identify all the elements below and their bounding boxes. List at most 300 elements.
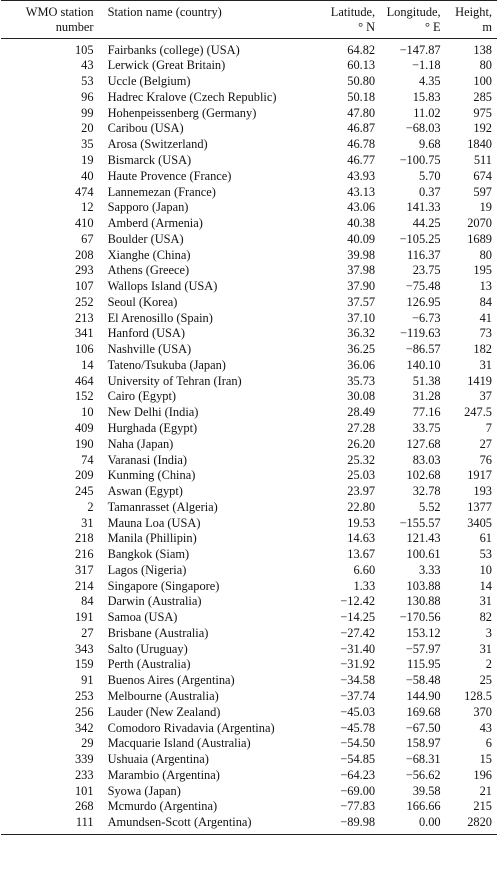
latitude-cell: 23.97 — [347, 484, 376, 499]
wmo-number-cell: 343 — [74, 641, 94, 656]
longitude-cell: 31.28 — [412, 389, 441, 404]
latitude-cell: 28.49 — [347, 405, 376, 420]
latitude-cell: −37.74 — [340, 689, 376, 704]
station-name-cell: Tamanrasset (Algeria) — [107, 499, 218, 514]
station-name-cell: Salto (Uruguay) — [107, 641, 188, 656]
longitude-cell: 0.00 — [418, 815, 441, 830]
latitude-cell: 36.06 — [347, 357, 376, 372]
height-cell: 975 — [473, 105, 492, 120]
table-row — [1, 168, 497, 184]
longitude-cell: −155.57 — [399, 515, 441, 530]
longitude-cell: −68.03 — [405, 121, 441, 136]
height-cell: 15 — [479, 752, 492, 767]
wmo-number-cell: 209 — [74, 468, 94, 483]
header-height: Height, m — [455, 5, 492, 34]
station-name-cell: Boulder (USA) — [107, 231, 184, 246]
latitude-cell: −77.83 — [340, 799, 376, 814]
latitude-cell: 46.77 — [347, 152, 376, 167]
station-name-cell: Tateno/Tsukuba (Japan) — [107, 357, 226, 372]
station-name-cell: Kunming (China) — [107, 468, 196, 483]
height-cell: 193 — [473, 484, 492, 499]
table-row — [1, 783, 497, 799]
station-name-cell: Perth (Australia) — [107, 657, 191, 672]
height-cell: 61 — [479, 531, 492, 546]
height-cell: 100 — [473, 74, 492, 89]
wmo-number-cell: 342 — [74, 720, 94, 735]
table-row — [1, 263, 497, 279]
longitude-cell: −6.73 — [411, 310, 441, 325]
station-name-cell: Amberd (Armenia) — [107, 216, 203, 231]
height-cell: 53 — [479, 547, 492, 562]
latitude-cell: 14.63 — [347, 531, 376, 546]
station-name-cell: Melbourne (Australia) — [107, 689, 219, 704]
wmo-number-cell: 91 — [81, 673, 94, 688]
wmo-number-cell: 111 — [75, 815, 94, 830]
wmo-number-cell: 14 — [81, 357, 94, 372]
longitude-cell: −58.48 — [405, 673, 441, 688]
table-row — [1, 231, 497, 247]
longitude-cell: −170.56 — [399, 610, 441, 625]
table-row — [1, 58, 497, 74]
wmo-number-cell: 293 — [74, 263, 94, 278]
station-name-cell: Mauna Loa (USA) — [107, 515, 201, 530]
station-name-cell: Lauder (New Zealand) — [107, 704, 221, 719]
wmo-number-cell: 2 — [87, 499, 94, 514]
latitude-cell: 46.78 — [347, 137, 376, 152]
header-longitude: Longitude, ° E — [386, 5, 441, 34]
wmo-number-cell: 67 — [81, 231, 94, 246]
header-latitude: Latitude, ° N — [330, 5, 376, 34]
table-row — [1, 515, 497, 531]
latitude-cell: 37.10 — [347, 310, 376, 325]
station-name-cell: Amundsen-Scott (Argentina) — [107, 815, 252, 830]
height-cell: 21 — [479, 783, 492, 798]
height-cell: 27 — [479, 436, 492, 451]
latitude-cell: 43.13 — [347, 184, 376, 199]
height-cell: 19 — [479, 200, 492, 215]
table-row — [1, 704, 497, 720]
table-row — [1, 247, 497, 263]
wmo-number-cell: 339 — [74, 752, 94, 767]
station-name-cell: Macquarie Island (Australia) — [107, 736, 251, 751]
wmo-number-cell: 256 — [74, 704, 94, 719]
wmo-number-cell: 252 — [74, 294, 94, 309]
table-row — [1, 483, 497, 499]
wmo-number-cell: 410 — [74, 216, 94, 231]
table-row — [1, 137, 497, 153]
longitude-cell: 3.33 — [418, 562, 441, 577]
table-row — [1, 531, 497, 547]
wmo-number-cell: 19 — [81, 152, 94, 167]
latitude-cell: 64.82 — [347, 42, 376, 57]
station-name-cell: Haute Provence (France) — [107, 168, 232, 183]
height-cell: 597 — [473, 184, 492, 199]
table-row — [1, 468, 497, 484]
latitude-cell: 35.73 — [347, 373, 376, 388]
station-name-cell: Caribou (USA) — [107, 121, 184, 136]
station-name-cell: Lerwick (Great Britain) — [107, 58, 226, 73]
latitude-cell: 25.03 — [347, 468, 376, 483]
latitude-cell: 43.06 — [347, 200, 376, 215]
wmo-number-cell: 10 — [81, 405, 94, 420]
table-row — [1, 767, 497, 783]
height-cell: 80 — [479, 247, 492, 262]
height-cell: 511 — [473, 152, 492, 167]
height-cell: 192 — [473, 121, 492, 136]
station-name-cell: Sapporo (Japan) — [107, 200, 189, 215]
station-name-cell: Syowa (Japan) — [107, 783, 181, 798]
longitude-cell: 5.52 — [418, 499, 441, 514]
longitude-cell: 115.95 — [407, 657, 441, 672]
station-name-cell: Buenos Aires (Argentina) — [107, 673, 235, 688]
station-name-cell: Uccle (Belgium) — [107, 74, 191, 89]
longitude-cell: 4.35 — [418, 74, 441, 89]
table-row — [1, 499, 497, 515]
height-cell: 196 — [473, 767, 492, 782]
latitude-cell: −54.50 — [340, 736, 376, 751]
height-cell: 2820 — [467, 815, 492, 830]
wmo-number-cell: 268 — [74, 799, 94, 814]
latitude-cell: 47.80 — [347, 105, 376, 120]
longitude-cell: 9.68 — [418, 137, 441, 152]
table-row — [1, 688, 497, 704]
latitude-cell: −89.98 — [340, 815, 376, 830]
latitude-cell: −12.42 — [340, 594, 376, 609]
table-row — [1, 578, 497, 594]
height-cell: 31 — [479, 641, 492, 656]
table-row — [1, 310, 497, 326]
wmo-number-cell: 218 — [74, 531, 94, 546]
height-cell: 76 — [479, 452, 492, 467]
longitude-cell: 158.97 — [406, 736, 441, 751]
longitude-cell: −147.87 — [399, 42, 441, 57]
station-name-cell: El Arenosillo (Spain) — [107, 310, 213, 325]
table-row — [1, 342, 497, 358]
latitude-cell: 39.98 — [347, 247, 376, 262]
height-cell: 3 — [485, 625, 492, 640]
table-row — [1, 105, 497, 121]
longitude-cell: 140.10 — [406, 357, 441, 372]
latitude-cell: 36.25 — [347, 342, 376, 357]
table-row — [1, 799, 497, 815]
table-row — [1, 736, 497, 752]
latitude-cell: 37.57 — [347, 294, 376, 309]
wmo-number-cell: 245 — [74, 484, 94, 499]
table-row — [1, 326, 497, 342]
latitude-cell: 13.67 — [347, 547, 376, 562]
height-cell: 1419 — [467, 373, 492, 388]
longitude-cell: 51.38 — [412, 373, 441, 388]
wmo-number-cell: 40 — [81, 168, 94, 183]
table-row — [1, 420, 497, 436]
height-cell: 2 — [485, 657, 492, 672]
longitude-cell: 141.33 — [406, 200, 441, 215]
longitude-cell: −67.50 — [405, 720, 441, 735]
station-name-cell: Hohenpeissenberg (Germany) — [107, 105, 257, 120]
table-row — [1, 641, 497, 657]
height-cell: 128.5 — [464, 689, 492, 704]
height-cell: 1917 — [467, 468, 492, 483]
table-header — [1, 1, 497, 39]
longitude-cell: −75.48 — [405, 279, 441, 294]
height-cell: 43 — [479, 720, 492, 735]
station-name-cell: Seoul (Korea) — [107, 294, 178, 309]
station-name-cell: University of Tehran (Iran) — [107, 373, 242, 388]
station-table — [1, 0, 497, 835]
table-row — [1, 436, 497, 452]
latitude-cell: 46.87 — [347, 121, 376, 136]
station-name-cell: Nashville (USA) — [107, 342, 192, 357]
wmo-number-cell: 27 — [81, 625, 94, 640]
station-name-cell: Lannemezan (France) — [107, 184, 216, 199]
header-wmo-number: WMO station number — [25, 5, 94, 34]
station-name-cell: Bangkok (Siam) — [107, 547, 190, 562]
longitude-cell: 116.37 — [407, 247, 441, 262]
longitude-cell: 100.61 — [406, 547, 441, 562]
longitude-cell: 126.95 — [406, 294, 441, 309]
latitude-cell: 40.09 — [347, 231, 376, 246]
height-cell: 195 — [473, 263, 492, 278]
table-row — [1, 547, 497, 563]
station-name-cell: Varanasi (India) — [107, 452, 188, 467]
latitude-cell: −14.25 — [340, 610, 376, 625]
longitude-cell: 77.16 — [412, 405, 441, 420]
wmo-number-cell: 233 — [74, 767, 94, 782]
height-cell: 2070 — [467, 216, 492, 231]
longitude-cell: 169.68 — [406, 704, 441, 719]
height-cell: 247.5 — [464, 405, 492, 420]
table-row — [1, 278, 497, 294]
wmo-number-cell: 159 — [74, 657, 94, 672]
latitude-cell: −45.03 — [340, 704, 376, 719]
longitude-cell: 102.68 — [406, 468, 441, 483]
table-row — [1, 294, 497, 310]
longitude-cell: 23.75 — [412, 263, 441, 278]
station-name-cell: Mcmurdo (Argentina) — [107, 799, 218, 814]
table-row — [1, 200, 497, 216]
wmo-number-cell: 213 — [74, 310, 94, 325]
height-cell: 14 — [479, 578, 492, 593]
wmo-number-cell: 31 — [81, 515, 94, 530]
wmo-number-cell: 464 — [74, 373, 94, 388]
station-name-cell: New Delhi (India) — [107, 405, 199, 420]
longitude-cell: 166.66 — [406, 799, 441, 814]
wmo-number-cell: 74 — [81, 452, 94, 467]
table-row — [1, 215, 497, 231]
station-name-cell: Darwin (Australia) — [107, 594, 202, 609]
height-cell: 41 — [479, 310, 492, 325]
station-name-cell: Cairo (Egypt) — [107, 389, 177, 404]
latitude-cell: 1.33 — [353, 578, 376, 593]
longitude-cell: −119.63 — [400, 326, 441, 341]
station-name-cell: Hadrec Kralove (Czech Republic) — [107, 89, 277, 104]
table-row — [1, 815, 497, 835]
latitude-cell: 19.53 — [347, 515, 376, 530]
latitude-cell: 40.38 — [347, 216, 376, 231]
latitude-cell: 43.93 — [347, 168, 376, 183]
table-row — [1, 610, 497, 626]
height-cell: 1840 — [467, 137, 492, 152]
longitude-cell: 11.02 — [413, 105, 441, 120]
latitude-cell: 36.32 — [347, 326, 376, 341]
station-name-cell: Hurghada (Egypt) — [107, 421, 198, 435]
station-name-cell: Singapore (Singapore) — [107, 578, 220, 593]
longitude-cell: 153.12 — [406, 625, 441, 640]
height-cell: 84 — [479, 294, 492, 309]
wmo-number-cell: 35 — [81, 137, 94, 152]
height-cell: 138 — [473, 42, 492, 57]
wmo-number-cell: 341 — [74, 326, 94, 341]
height-cell: 215 — [473, 799, 492, 814]
height-cell: 31 — [479, 594, 492, 609]
table-row — [1, 594, 497, 610]
height-cell: 82 — [479, 610, 492, 625]
station-name-cell: Athens (Greece) — [107, 263, 190, 278]
latitude-cell: −54.85 — [340, 752, 376, 767]
latitude-cell: 25.32 — [347, 452, 376, 467]
table-row — [1, 673, 497, 689]
latitude-cell: −34.58 — [340, 673, 376, 688]
longitude-cell: 44.25 — [412, 216, 441, 231]
station-name-cell: Bismarck (USA) — [107, 152, 192, 167]
height-cell: 182 — [473, 342, 492, 357]
longitude-cell: 32.78 — [412, 484, 441, 499]
latitude-cell: 6.60 — [353, 562, 376, 577]
table-row — [1, 389, 497, 405]
height-cell: 3405 — [467, 515, 492, 530]
height-cell: 1377 — [467, 499, 492, 514]
station-name-cell: Ushuaia (Argentina) — [107, 752, 209, 767]
station-name-cell: Hanford (USA) — [107, 326, 185, 341]
height-cell: 285 — [473, 89, 492, 104]
height-cell: 674 — [473, 168, 492, 183]
latitude-cell: 30.08 — [347, 389, 376, 404]
longitude-cell: 103.88 — [406, 578, 441, 593]
table-row — [1, 562, 497, 578]
latitude-cell: 60.13 — [347, 58, 376, 73]
table-row — [1, 452, 497, 468]
wmo-number-cell: 105 — [74, 42, 94, 57]
station-name-cell: Fairbanks (college) (USA) — [107, 42, 240, 57]
wmo-number-cell: 84 — [81, 594, 94, 609]
table-row — [1, 357, 497, 373]
latitude-cell: 27.28 — [347, 421, 376, 435]
wmo-number-cell: 214 — [74, 578, 94, 593]
wmo-number-cell: 12 — [81, 200, 94, 215]
table-body — [1, 39, 497, 835]
wmo-number-cell: 96 — [81, 89, 94, 104]
station-name-cell: Samoa (USA) — [107, 610, 178, 625]
longitude-cell: −100.75 — [399, 152, 441, 167]
wmo-number-cell: 409 — [74, 421, 94, 435]
table-row — [1, 625, 497, 641]
table-row — [1, 121, 497, 137]
height-cell: 6 — [485, 736, 492, 751]
latitude-cell: 50.80 — [347, 74, 376, 89]
wmo-number-cell: 29 — [81, 736, 94, 751]
wmo-number-cell: 53 — [81, 74, 94, 89]
height-cell: 80 — [479, 58, 492, 73]
table-row — [1, 39, 497, 58]
table-row — [1, 74, 497, 90]
longitude-cell: 144.90 — [406, 689, 441, 704]
wmo-number-cell: 43 — [81, 58, 94, 73]
wmo-number-cell: 107 — [74, 279, 94, 294]
longitude-cell: −105.25 — [399, 231, 441, 246]
longitude-cell: −68.31 — [405, 752, 441, 767]
station-name-cell: Naha (Japan) — [107, 436, 174, 451]
wmo-number-cell: 190 — [74, 436, 94, 451]
height-cell: 1689 — [467, 231, 492, 246]
latitude-cell: −31.40 — [340, 641, 376, 656]
wmo-number-cell: 216 — [74, 547, 94, 562]
latitude-cell: −27.42 — [340, 625, 376, 640]
wmo-number-cell: 99 — [81, 105, 94, 120]
latitude-cell: 37.90 — [347, 279, 376, 294]
table-row — [1, 89, 497, 105]
latitude-cell: 37.98 — [347, 263, 376, 278]
station-name-cell: Xianghe (China) — [107, 247, 191, 262]
longitude-cell: 39.58 — [412, 783, 441, 798]
station-name-cell: Wallops Island (USA) — [107, 279, 218, 294]
height-cell: 13 — [479, 279, 492, 294]
table-row — [1, 751, 497, 767]
latitude-cell: −45.78 — [340, 720, 376, 735]
station-name-cell: Comodoro Rivadavia (Argentina) — [107, 720, 275, 735]
height-cell: 370 — [473, 704, 492, 719]
wmo-number-cell: 152 — [74, 389, 94, 404]
table-row — [1, 720, 497, 736]
station-name-cell: Marambio (Argentina) — [107, 767, 220, 782]
wmo-number-cell: 253 — [74, 689, 94, 704]
longitude-cell: 33.75 — [412, 421, 441, 435]
station-name-cell: Aswan (Egypt) — [107, 484, 183, 499]
longitude-cell: −86.57 — [405, 342, 441, 357]
wmo-number-cell: 474 — [74, 184, 94, 199]
latitude-cell: 26.20 — [347, 436, 376, 451]
table-row — [1, 405, 497, 421]
latitude-cell: −64.23 — [340, 767, 376, 782]
longitude-cell: 5.70 — [418, 168, 441, 183]
height-cell: 37 — [479, 389, 492, 404]
height-cell: 31 — [479, 357, 492, 372]
height-cell: 73 — [479, 326, 492, 341]
station-name-cell: Manila (Phillipin) — [107, 531, 197, 546]
latitude-cell: −69.00 — [340, 783, 376, 798]
longitude-cell: −57.97 — [405, 641, 441, 656]
table-row — [1, 184, 497, 200]
station-name-cell: Lagos (Nigeria) — [107, 562, 187, 577]
table-row — [1, 373, 497, 389]
latitude-cell: −31.92 — [340, 657, 376, 672]
longitude-cell: −56.62 — [405, 767, 441, 782]
table-row — [1, 657, 497, 673]
longitude-cell: 83.03 — [412, 452, 441, 467]
wmo-number-cell: 208 — [74, 247, 94, 262]
height-cell: 7 — [485, 421, 492, 435]
wmo-number-cell: 101 — [74, 783, 94, 798]
height-cell: 25 — [479, 673, 492, 688]
wmo-number-cell: 191 — [74, 610, 94, 625]
latitude-cell: 50.18 — [347, 89, 376, 104]
wmo-number-cell: 106 — [74, 342, 94, 357]
longitude-cell: 15.83 — [412, 89, 441, 104]
table-row — [1, 152, 497, 168]
longitude-cell: 0.37 — [418, 184, 441, 199]
longitude-cell: 130.88 — [406, 594, 441, 609]
station-name-cell: Arosa (Switzerland) — [107, 137, 208, 152]
latitude-cell: 22.80 — [347, 499, 376, 514]
